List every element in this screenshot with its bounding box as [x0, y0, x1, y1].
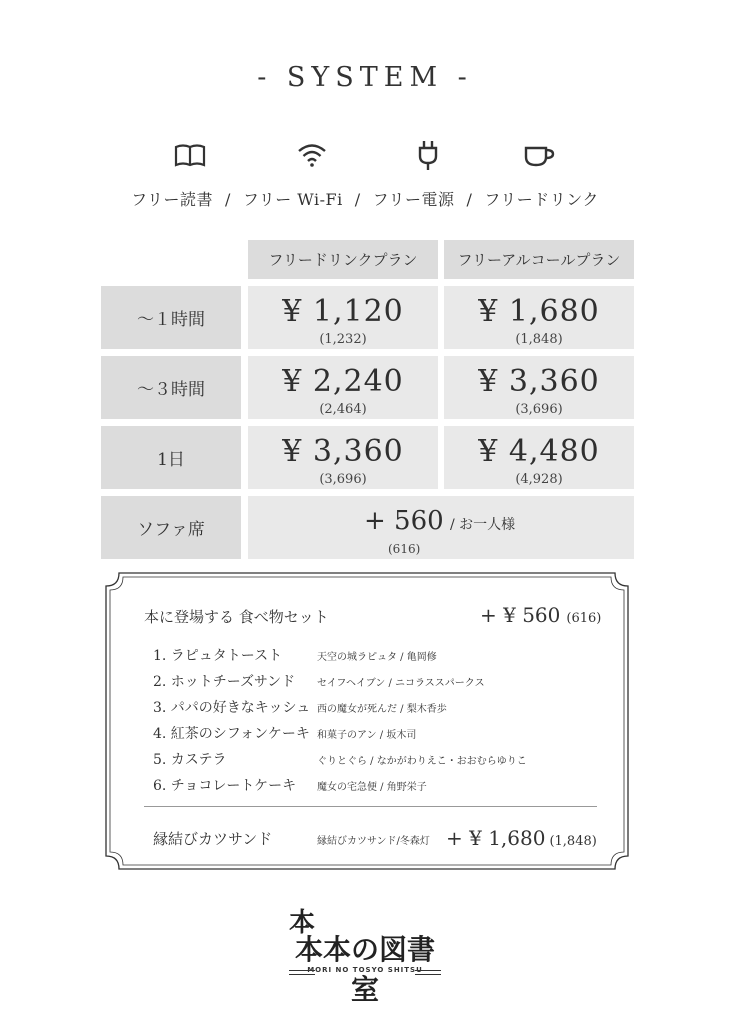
row-label-sofa: ソファ席 — [101, 496, 241, 559]
amenity-icons — [0, 135, 730, 175]
price-tax: (1,232) — [319, 332, 367, 347]
food-item-source: ぐりとぐら / なかがわりえこ・おおむらゆりこ — [317, 756, 527, 767]
price-tax: (4,928) — [515, 472, 563, 487]
row-label-1h: ～１時間 — [101, 286, 241, 349]
food-item: 3. パパの好きなキッシュ — [153, 700, 311, 716]
divider — [144, 806, 597, 807]
amenity-reading: フリー読書 — [131, 190, 213, 209]
food-item-source: 魔女の宅急便 / 角野栄子 — [317, 782, 427, 793]
food-item: 1. ラピュタトースト — [153, 648, 283, 664]
cup-icon — [518, 135, 558, 175]
special-item-name: 縁結びカツサンド — [153, 830, 273, 848]
special-item-price — [446, 826, 597, 850]
wifi-icon — [292, 135, 332, 175]
separator: / — [224, 190, 231, 209]
food-item: 6. チョコレートケーキ — [153, 778, 297, 794]
food-set-title: 本に登場する 食べ物セット — [144, 608, 329, 626]
separator: / — [466, 190, 473, 209]
price-cell — [248, 356, 438, 419]
price-tax: (3,696) — [515, 402, 563, 417]
plug-icon — [408, 135, 448, 175]
price-value: ¥ 1,120 — [282, 294, 404, 329]
price-value: ¥ 4,480 — [478, 434, 600, 469]
food-set-price-value: + ¥ 560 — [480, 603, 561, 627]
food-set-tax: (616) — [566, 611, 602, 626]
separator: / — [354, 190, 361, 209]
sofa-note: / お一人様 — [450, 517, 516, 533]
price-cell — [444, 286, 634, 349]
amenity-power: フリー電源 — [372, 190, 455, 209]
special-price-value: + ¥ 1,680 — [446, 826, 546, 850]
sofa-price: + 560 — [364, 506, 444, 536]
page-title: - SYSTEM - — [257, 62, 473, 93]
price-value: ¥ 1,680 — [478, 294, 600, 329]
price-cell — [248, 426, 438, 489]
food-set-price — [480, 603, 601, 627]
food-item: 5. カステラ — [153, 752, 227, 768]
price-tax: (3,696) — [319, 472, 367, 487]
price-value: ¥ 3,360 — [478, 364, 600, 399]
price-tax: (2,464) — [319, 402, 367, 417]
price-value: ¥ 3,360 — [282, 434, 404, 469]
logo-subtitle: MORI NO TOSYO SHITSU — [307, 966, 423, 974]
price-cell — [248, 286, 438, 349]
amenity-drink: フリードリンク — [484, 190, 599, 209]
price-cell — [444, 356, 634, 419]
special-item-source: 縁結びカツサンド/冬森灯 — [317, 836, 430, 847]
food-item-source: セイフヘイブン / ニコラススパークス — [317, 678, 485, 689]
food-item: 2. ホットチーズサンド — [153, 674, 296, 690]
price-tax: (1,848) — [515, 332, 563, 347]
price-value: ¥ 2,240 — [282, 364, 404, 399]
amenity-wifi: フリー Wi-Fi — [242, 190, 343, 209]
food-item-source: 西の魔女が死んだ / 梨木香歩 — [317, 704, 447, 715]
food-item: 4. 紅茶のシフォンケーキ — [153, 726, 310, 742]
header-drink-plan: フリードリンクプラン — [248, 240, 438, 279]
food-item-source: 和菓子のアン / 坂木司 — [317, 730, 417, 741]
special-tax: (1,848) — [549, 834, 597, 849]
logo-top-char: 本 — [289, 908, 316, 938]
row-label-3h: ～３時間 — [101, 356, 241, 419]
header-alcohol-plan: フリーアルコールプラン — [444, 240, 634, 279]
sofa-price-cell — [248, 496, 634, 559]
sofa-tax: (616) — [388, 542, 421, 556]
price-cell — [444, 426, 634, 489]
book-icon — [170, 135, 210, 175]
brand-logo — [285, 902, 445, 1006]
row-label-1day: 1日 — [101, 426, 241, 489]
logo-main-text: 本本の図書室 — [294, 933, 435, 1006]
food-item-source: 天空の城ラピュタ / 亀岡修 — [317, 652, 437, 663]
amenity-list — [0, 187, 730, 210]
